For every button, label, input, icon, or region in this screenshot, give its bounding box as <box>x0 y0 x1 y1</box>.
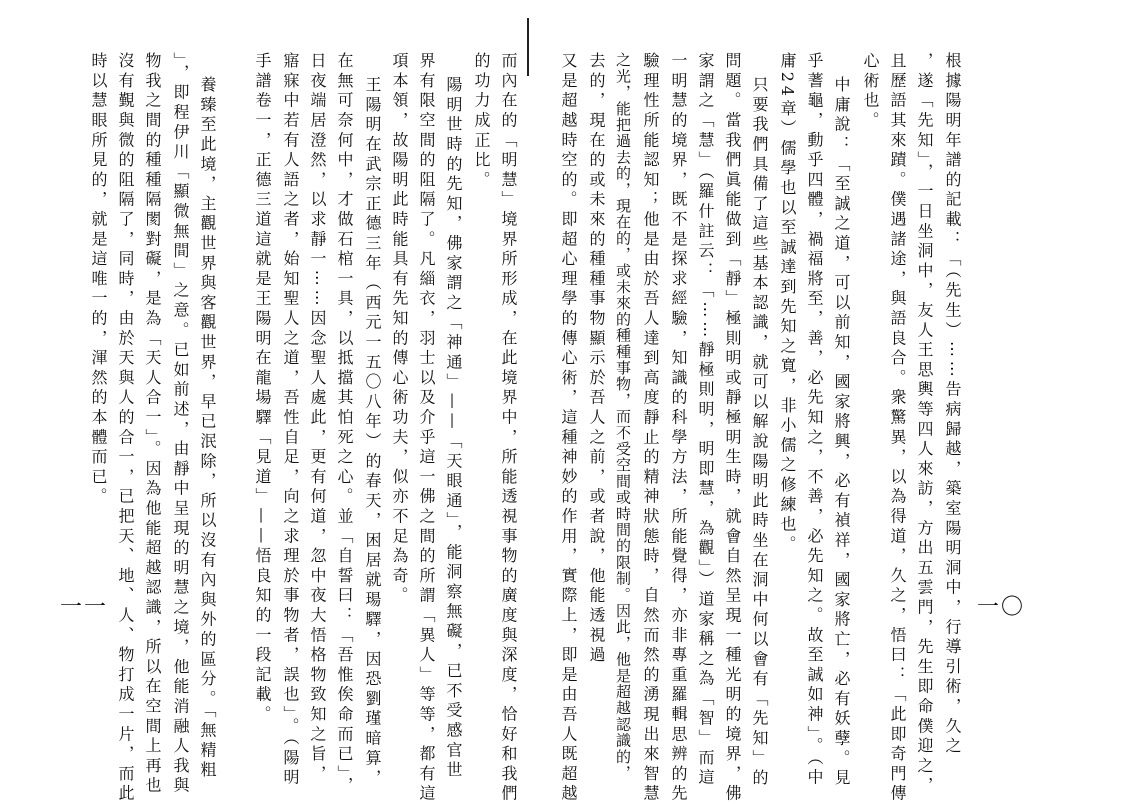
text-column: 乎蓍龜，動乎四體，禍福將至，善，必先知之，不善，必先知之。故至誠如神」。（中 <box>805 52 824 789</box>
text-column: 問題。當我們眞能做到「靜」極則明或靜極明生時，就會自然呈現一種光明的境界，佛 <box>723 52 742 804</box>
text-column: 手譜卷一，正德三道這就是王陽明在龍場驛「見道」——悟良知的一段記載。 <box>253 52 272 726</box>
text-column: 驗理性所能認知；他是由於吾人達到高度靜止的精神狀態時，自然而然的湧現出來智慧 <box>641 52 660 804</box>
text-column: 陽明世時的先知，佛家謂之「神通」——「天眼通」，能洞察無礙，已不受感官世 <box>444 76 463 781</box>
text-column: 之光，能把過去的，現在的，或未來的種種事物，而不受空間或時間的限制。因此，他是超越認識的， <box>614 52 632 781</box>
text-column: 在無可奈何中，才做石棺一具，以抵擋其怕死之心。並「自誓曰：「吾惟俟命而已」， <box>335 52 354 797</box>
text-column: 沒有覲與微的阻隔了，同時，由於天與人的合一，已把天、地、人、物打成一片，而此 <box>116 52 135 804</box>
text-column: 王陽明在武宗正德三年（西元一五〇八年）的春天，困居就瑒驛，因恐劉瑾暗算， <box>363 76 382 789</box>
text-column: 寤寐中若有人語之者，始知聖人之道，吾性自足，向之求理於事物者，誤也」。（陽明 <box>281 52 300 789</box>
text-column: ，遂「先知」，一日坐洞中，友人王思輿等四人來訪，方出五雲門，先生即命僕迎之， <box>915 52 934 797</box>
text-column: 中庸說：「至誠之道，可以前知，國家將興，必有禎祥，國家將亡，必有妖孽。見 <box>832 76 851 789</box>
text-column: 界有限空間的阻隔了。凡緇衣，羽士以及介乎這一佛之間的所謂「異人」等等，都有這 <box>417 52 436 804</box>
text-column: 養臻至此境，主觀世界與客觀世界，早已泯除，所以沒有內與外的區分。「無精粗 <box>198 76 217 781</box>
text-column: 心術也。 <box>861 52 880 132</box>
text-column: 庸24章）儒學也以至誠達到先知之寬，非小儒之修練也。 <box>778 52 797 556</box>
text-column: 而內在的「明慧」境界所形成，在此境界中，所能透視事物的廣度與深度，恰好和我們 <box>499 52 518 804</box>
right-page <box>540 0 1121 804</box>
text-column: 」，即程伊川「顯微無間」之意。已如前述，由靜中呈現的明慧之境，他能消融人我與 <box>171 52 190 797</box>
left-page <box>0 0 540 804</box>
text-column: 根據陽明年譜的記載：「（先生）⋯⋯告病歸越，築室陽明洞中，行導引術，久之 <box>943 52 962 757</box>
text-column: 且歷語其來蹟。僕遇諸途，與語良合。衆驚異，以為得道，久之，悟曰：「此即奇門傳 <box>888 52 907 804</box>
text-column: 物我之間的種種隔閡對礙，是為「天人合一」。因為他能超越認識，所以在空間上再也 <box>143 52 162 797</box>
text-column: 去的，現在的或未來的種種事物顯示於吾人之前，或者說，他能透視過 <box>587 52 606 666</box>
page-number: 一〇 <box>977 595 1026 620</box>
page-number: 一一 <box>60 595 109 620</box>
text-column: 日夜端居澄然，以求靜一⋯⋯因念聖人處此，更有何道，忽中夜大悟格物致知之旨， <box>308 52 327 785</box>
text-column: 時以慧眼所見的，就是這唯一的，渾然的本體而已。 <box>89 52 108 508</box>
text-column: 又是超越時空的。即超心理學的傳心術，這種神妙的作用，實際上，即是由吾人既超越 <box>559 52 578 804</box>
text-column: 一明慧的境界，既不是探求經驗，知識的科學方法，所能覺得，亦非專重羅輯思辨的先 <box>669 52 688 804</box>
text-column: 只要我們具備了這些基本認識，就可以解說陽明此時坐在洞中何以會有「先知」的 <box>750 76 769 789</box>
text-column: 項本領，故陽明此時能具有先知的傳心術功夫，似亦不足為奇。 <box>390 52 409 607</box>
text-column: 的功力成正比。 <box>472 52 491 191</box>
text-column: 家謂之「慧」（羅什註云：「⋯⋯靜極則明，明即慧，為觀」）道家稱之為「智」而這 <box>696 52 715 789</box>
